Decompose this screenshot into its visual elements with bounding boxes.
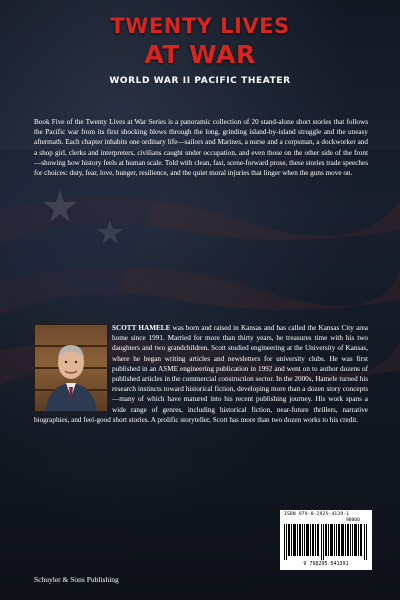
price-code: 90000 <box>346 518 360 523</box>
author-name: SCOTT HAMELE <box>112 324 171 332</box>
barcode-digits: 9 798295 541391 <box>303 561 349 567</box>
book-title-line-1: TWENTY LIVES <box>110 14 290 38</box>
author-photo <box>34 324 108 412</box>
barcode-bars-icon <box>284 524 368 560</box>
publisher-name: Schuyler & Sons Publishing <box>34 575 119 584</box>
isbn-barcode <box>280 510 372 570</box>
author-portrait-icon <box>35 325 107 411</box>
isbn-number: ISBN 979-8-2925-4139-1 <box>284 512 350 517</box>
book-subtitle: WORLD WAR II PACIFIC THEATER <box>109 76 291 86</box>
book-blurb: Book Five of the Twenty Lives at War Series is a panoramic collection of 20 stand-alone short stories that follows the Pacific war from its first shocking blows through the long, grinding island-by-island struggle and the uneasy aftermath. Each chapter inhabits one ordinary life—sailors and Marines, a nurse and a corpsman, a dockworker and a shop girl, clerks and interpreters, civilians caught under occupation, and even those on the other side of the front—showing how history feels at human scale. Told with clean, fast, scene-forward prose, these stories trade speeches for choices: duty, fear, love, hunger, resilience, and the quiet moral injuries that linger when the guns move on. <box>34 118 368 178</box>
author-bio-text: was born and raised in Kansas and has called the Kansas City area home since 1991. Married for more than thirty years, he treasures time with his two daughters and two grandchildren. Scott studied engineering at the University of Kansas, where he began writing articles and newsletters for university clubs. He was first published in an ASME engineering publication in 1992 and went on to author dozens of published articles in the commercial construction sector. In the 2000s, Hamele turned his research instincts toward historical fiction, developing more than a dozen story concepts—many of which have matured into his recent publishing journey. His work spans a wide range of genres, including historical fiction, near-future thrillers, narrative biographies, and feel-good short stories. A prolific storyteller, Scott has more than two dozen works to his credit. <box>34 324 368 424</box>
book-title-line-2: AT WAR <box>144 40 256 69</box>
